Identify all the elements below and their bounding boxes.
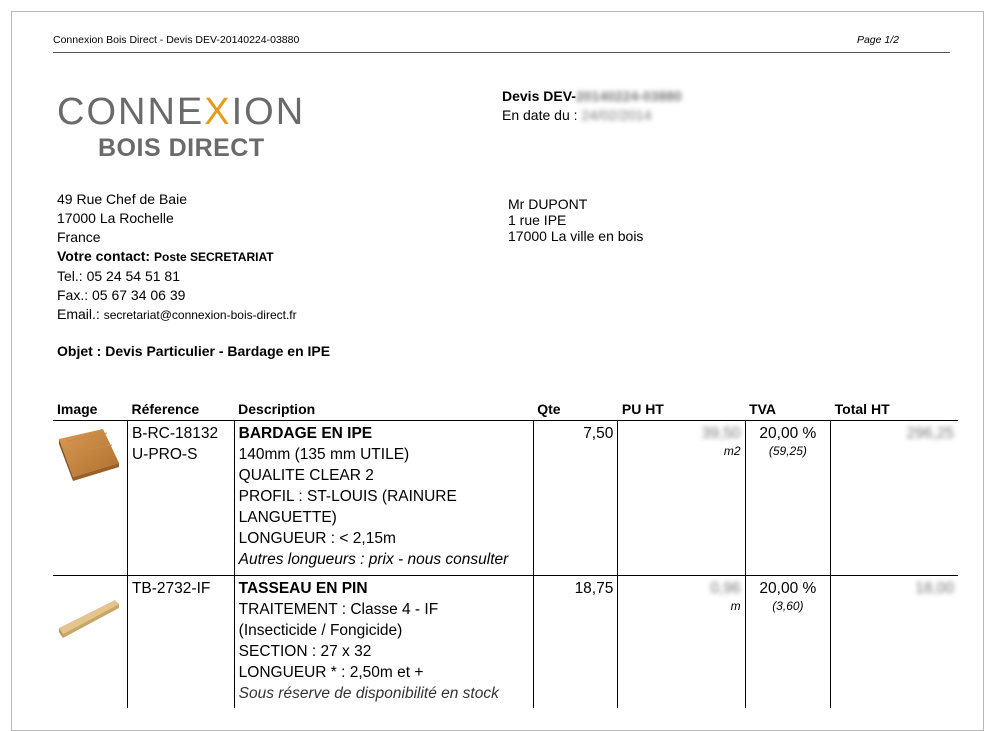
col-pu: PU HT [618, 395, 745, 421]
tva-cell [745, 576, 831, 709]
description-line: LANGUETTE) [238, 509, 337, 526]
quote-number [502, 87, 682, 106]
table-row [53, 421, 958, 576]
col-total: Total HT [831, 395, 958, 421]
tva-rate: 20,00 % [759, 580, 817, 597]
contact-label: Votre contact: [57, 248, 151, 264]
quote-subject: Objet : Devis Particulier - Bardage en IPE [57, 343, 331, 359]
total-cell [831, 421, 958, 576]
reference-cell [127, 421, 234, 576]
company-email [57, 305, 297, 325]
reference-line: B-RC-18132 [131, 425, 219, 442]
quote-number-prefix: Devis DEV- [502, 88, 576, 104]
qte-cell: 7,50 [533, 421, 618, 576]
qte-cell: 18,75 [533, 576, 618, 709]
wood-batten-image [57, 578, 121, 648]
logo-part-1: CONNE [57, 91, 205, 133]
description-line: 140mm (135 mm UTILE) [238, 446, 410, 463]
description-line: LONGUEUR * : 2,50m et + [238, 664, 424, 681]
logo-x-mark: X [204, 91, 232, 133]
description-line: SECTION : 27 x 32 [238, 643, 372, 660]
line-total: 296,25 [906, 425, 954, 442]
quote-date [502, 106, 682, 125]
quote-page [11, 11, 984, 731]
email-value: secretariat@connexion-bois-direct.fr [103, 308, 297, 322]
col-qte: Qte [533, 395, 618, 421]
company-logo-bottom: BOIS DIRECT [98, 134, 265, 162]
unit-price: 39,50 [701, 425, 741, 442]
description-cell [234, 421, 533, 576]
tva-rate: 20,00 % [759, 425, 817, 442]
unit-label: m2 [723, 444, 741, 458]
quote-number-value: 20140224-03880 [575, 88, 682, 104]
description-cell [234, 576, 533, 709]
pu-cell [618, 576, 745, 709]
reference-line: U-PRO-S [131, 446, 198, 463]
description-line: QUALITE CLEAR 2 [238, 467, 374, 484]
company-contact [57, 247, 297, 267]
product-image-cell [53, 421, 127, 576]
product-image-cell [53, 576, 127, 709]
unit-price: 0,96 [710, 580, 741, 597]
quote-date-label: En date du : [502, 107, 578, 123]
description-line: PROFIL : ST-LOUIS (RAINURE [238, 488, 457, 505]
wood-plank-image [57, 423, 121, 483]
quote-date-value: 24/02/2014 [581, 107, 652, 123]
company-fax: Fax.: 05 67 34 06 39 [57, 287, 186, 303]
company-city: 17000 La Rochelle [57, 210, 174, 226]
contact-value: Poste SECRETARIAT [153, 250, 274, 264]
client-street: 1 rue IPE [508, 212, 567, 228]
client-city: 17000 La ville en bois [508, 228, 644, 244]
company-street: 49 Rue Chef de Baie [57, 191, 187, 207]
description-line: TRAITEMENT : Classe 4 - IF [238, 601, 439, 618]
col-reference: Réference [127, 395, 234, 421]
product-title: BARDAGE EN IPE [238, 425, 373, 442]
unit-label: m [730, 599, 741, 613]
total-cell [831, 576, 958, 709]
company-address [57, 190, 297, 325]
pu-cell [618, 421, 745, 576]
quote-lines-table [53, 395, 958, 708]
tva-cell [745, 421, 831, 576]
table-row [53, 576, 958, 709]
client-name: Mr DUPONT [508, 196, 588, 212]
reference-line: TB-2732-IF [131, 580, 211, 597]
description-note: Sous réserve de disponibilité en stock [238, 685, 499, 702]
company-logo-top [57, 91, 305, 134]
page-header-title: Connexion Bois Direct - Devis DEV-20140224-03880 [53, 34, 300, 46]
logo-part-2: ION [231, 91, 306, 133]
reference-cell [127, 576, 234, 709]
description-line: LONGUEUR : < 2,15m [238, 530, 396, 547]
col-image: Image [53, 395, 127, 421]
product-title: TASSEAU EN PIN [238, 580, 368, 597]
table-header-row [53, 395, 958, 421]
page-number: Page 1/2 [856, 34, 899, 46]
company-phone: Tel.: 05 24 54 51 81 [57, 268, 180, 284]
quote-info [502, 87, 682, 125]
company-country: France [57, 229, 101, 245]
tva-amount: (3,60) [772, 599, 804, 613]
line-total: 18,00 [915, 580, 954, 597]
description-note: Autres longueurs : prix - nous consulter [238, 551, 509, 568]
header-divider [53, 52, 950, 53]
tva-amount: (59,25) [768, 444, 807, 458]
col-description: Description [234, 395, 533, 421]
email-label: Email.: [57, 306, 100, 322]
client-address [508, 196, 643, 244]
col-tva: TVA [745, 395, 831, 421]
description-line: (Insecticide / Fongicide) [238, 622, 403, 639]
